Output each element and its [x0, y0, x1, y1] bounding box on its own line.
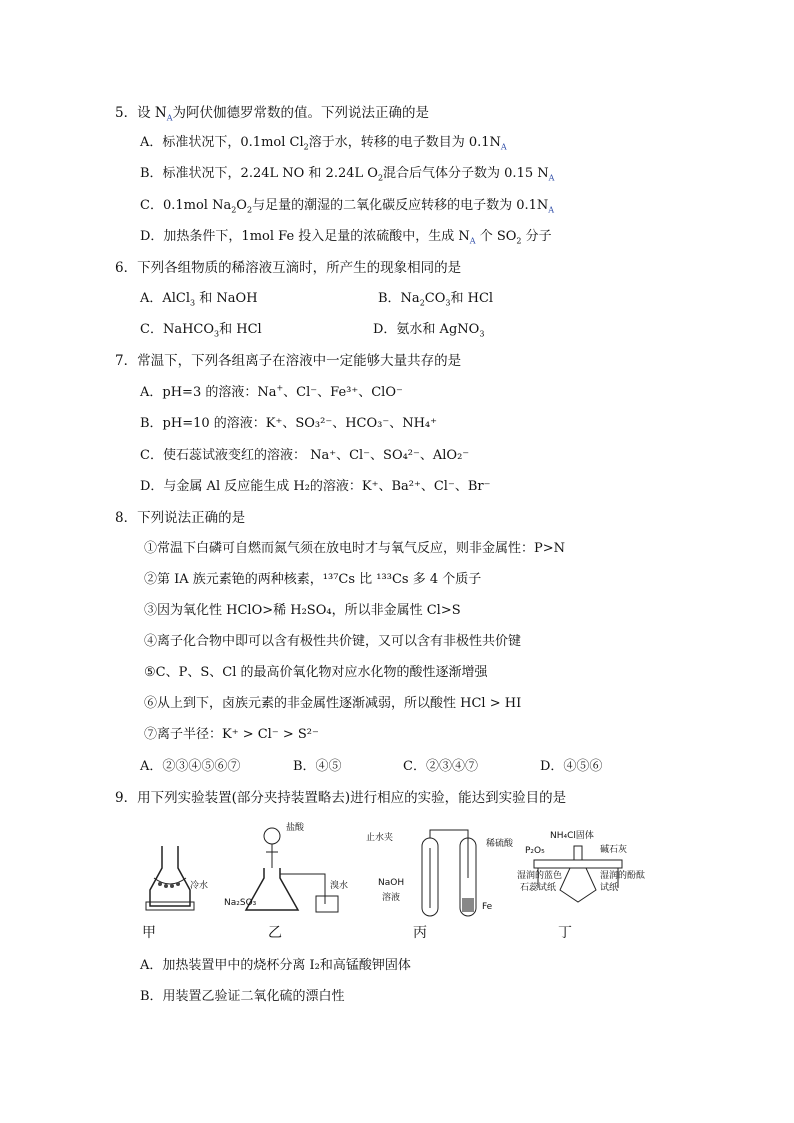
figure-label-bing: 丙 [413, 925, 427, 941]
q8-option-c: C．②③④⑦ [403, 759, 478, 774]
label-p2o5: P₂O₅ [525, 846, 545, 856]
label-nh4cl-solid: NH₄Cl固体 [550, 831, 594, 841]
q5-option-d: D．加热条件下，1mol Fe 投入足量的浓硫酸中，生成 $N_A$ 个 $SO_2$ 分子 [140, 229, 552, 246]
q8-item-1: ①常温下白磷可自燃而氮气须在放电时才与氧气反应，则非金属性：P>N [144, 541, 566, 556]
figure-label-ding: 丁 [558, 925, 572, 941]
label-hydrochloric-acid: 盐酸 [286, 823, 305, 833]
q5-option-c: C．0.1mol $Na_2O_2$与足量的潮湿的二氧化碳反应转移的电子数为 $0.1N_A$ [140, 198, 555, 215]
q9-option-a: A．加热装置甲中的烧杯分离 I₂和高锰酸钾固体 [140, 958, 411, 973]
q7-option-a: A．pH=3 的溶液：Na+、Cl⁻、Fe³⁺、ClO⁻ [140, 383, 403, 400]
q8-item-4: ④离子化合物中即可以含有极性共价键，又可以含有非极性共价键 [144, 634, 522, 649]
q8-item-7: ⑦离子半径：K⁺ > Cl⁻ > S²⁻ [144, 727, 319, 742]
label-blue-litmus-1: 湿润的蓝色 [517, 871, 563, 881]
label-water-clamp: 止水夹 [366, 833, 394, 843]
label-blue-litmus-2: 石蕊试纸 [520, 883, 557, 893]
label-fe: Fe [482, 902, 493, 912]
q6-option-a: A．AlCl$_3$ 和 NaOH [140, 291, 258, 308]
label-phenolphthalein-2: 试纸 [600, 883, 619, 893]
q8-item-2: ②第 IA 族元素铯的两种核素，¹³⁷Cs 比 ¹³³Cs 多 4 个质子 [144, 572, 482, 587]
q9-option-b: B．用装置乙验证二氧化硫的漂白性 [140, 989, 345, 1004]
apparatus-jia-drawing [140, 838, 210, 913]
q6-option-c: C．NaHCO$_3$和 HCl [140, 322, 262, 339]
label-dilute-sulfuric: 稀硫酸 [486, 839, 514, 849]
q8-item-5: ⑤C、P、S、Cl 的最高价氧化物对应水化物的酸性逐渐增强 [144, 665, 488, 680]
q8-item-6: ⑥从上到下，卤族元素的非金属性逐渐减弱，所以酸性 HCl > HI [144, 696, 522, 711]
label-bromine-water: 溴水 [330, 881, 349, 891]
q6-option-b: B．$Na_2CO_3$和 HCl [378, 291, 494, 308]
q8-option-a: A．②③④⑤⑥⑦ [140, 759, 241, 774]
label-naoh: NaOH [378, 878, 405, 888]
q7-option-d: D．与金属 Al 反应能生成 H₂的溶液：K⁺、Ba²⁺、Cl⁻、Br⁻ [140, 479, 491, 494]
figure-label-jia: 甲 [142, 925, 156, 941]
q8-item-3: ③因为氧化性 HClO>稀 H₂SO₄，所以非金属性 Cl>S [144, 603, 461, 618]
q8-stem: 8．下列说法正确的是 [115, 510, 246, 526]
q5-option-b: B．标准状况下，2.24L NO 和 2.24L $O_2$混合后气体分子数为 0.15 $N_A$ [140, 166, 555, 183]
q6-option-d: D．氨水和 AgNO$_3$ [373, 322, 485, 339]
q9-stem: 9．用下列实验装置(部分夹持装置略去)进行相应的实验，能达到实验目的是 [115, 790, 567, 806]
label-phenolphthalein-1: 湿润的酚酞 [600, 871, 646, 881]
label-na2so3: Na₂SO₃ [224, 898, 257, 908]
q7-option-b: B．pH=10 的溶液：K⁺、SO₃²⁻、HCO₃⁻、NH₄⁺ [140, 416, 438, 431]
q7-option-c: C．使石蕊试液变红的溶液： Na⁺、Cl⁻、SO₄²⁻、AlO₂⁻ [140, 448, 470, 463]
q7-stem: 7．常温下，下列各组离子在溶液中一定能够大量共存的是 [115, 353, 462, 369]
q5-option-a: A．标准状况下，0.1mol $Cl_2$溶于水，转移的电子数目为 $0.1N_A$ [140, 135, 507, 152]
figure-label-yi: 乙 [268, 925, 282, 941]
label-soda-lime: 碱石灰 [600, 845, 628, 855]
q6-stem: 6．下列各组物质的稀溶液互滴时，所产生的现象相同的是 [115, 260, 462, 276]
label-cold-water: 冷水 [190, 881, 209, 891]
q5-stem: 5．设 $N_A$为阿伏伽德罗常数的值。下列说法正确的是 [115, 105, 429, 123]
q8-option-b: B．④⑤ [293, 759, 342, 774]
q8-option-d: D．④⑤⑥ [540, 759, 603, 774]
label-solution: 溶液 [382, 893, 401, 903]
apparatus-figures [130, 818, 650, 943]
